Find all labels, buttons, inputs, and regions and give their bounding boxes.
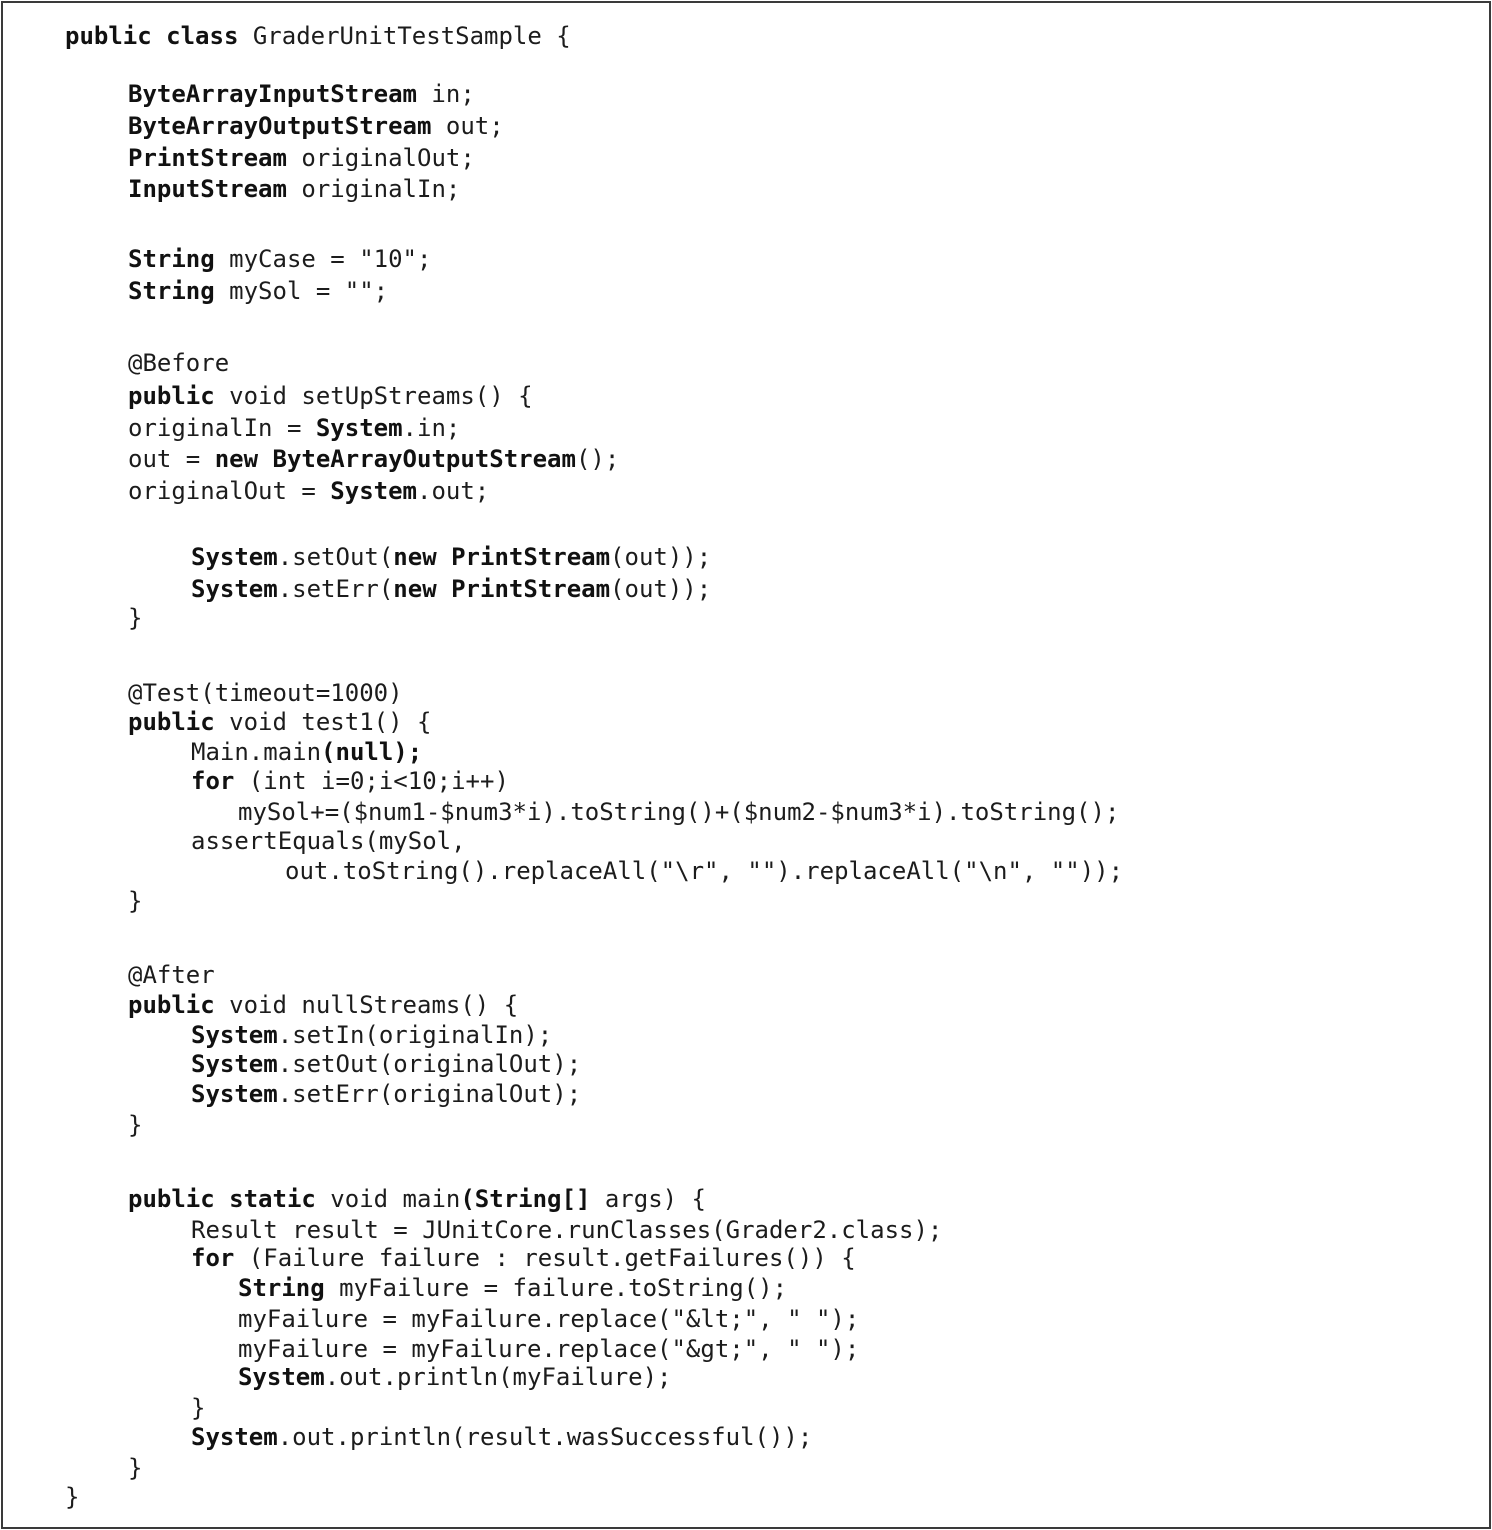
code-text: originalOut = (128, 477, 331, 505)
code-text: mySol = ""; (214, 277, 389, 305)
code-line (128, 476, 489, 506)
code-line (191, 1243, 856, 1273)
code-keyword: System (191, 1423, 278, 1451)
code-keyword: (String[] (460, 1185, 591, 1213)
code-line (128, 707, 431, 737)
code-keyword: public class (65, 22, 239, 50)
code-text: void setUpStreams() { (214, 382, 533, 410)
code-keyword: InputStream (128, 175, 287, 203)
code-keyword: ByteArrayInputStream (128, 80, 417, 108)
code-line (191, 766, 509, 796)
code-line (238, 1304, 859, 1334)
code-text: args) { (590, 1185, 706, 1213)
code-keyword: (null); (321, 738, 423, 766)
code-line (128, 143, 475, 173)
code-text: out = (128, 445, 215, 473)
code-keyword: System (191, 1080, 278, 1108)
code-line (128, 1453, 142, 1483)
code-line (191, 574, 711, 604)
code-line (191, 737, 422, 767)
code-line (238, 1273, 787, 1303)
code-keyword: for (191, 1244, 235, 1272)
code-keyword: public (128, 708, 215, 736)
code-keyword: public static (128, 1185, 316, 1213)
code-text: myCase = "10"; (214, 245, 432, 273)
code-text: @Before (128, 349, 230, 377)
code-text: originalIn; (286, 175, 461, 203)
code-keyword: PrintStream (128, 144, 287, 172)
code-line (191, 1049, 581, 1079)
code-text: myFailure = myFailure.replace("&gt;", " "); (238, 1335, 860, 1363)
code-text: in; (416, 80, 475, 108)
code-line (128, 244, 431, 274)
code-text: } (128, 887, 143, 915)
code-text: .out; (417, 477, 490, 505)
code-line (191, 1020, 552, 1050)
code-text: .setOut( (277, 543, 394, 571)
code-keyword: System (191, 1050, 278, 1078)
code-text: originalOut; (286, 144, 475, 172)
code-text: (); (575, 445, 620, 473)
code-line (65, 21, 571, 51)
code-text: GraderUnitTestSample { (238, 22, 571, 50)
code-text: myFailure = failure.toString(); (324, 1274, 788, 1302)
code-keyword: System (191, 543, 278, 571)
code-keyword: public (128, 382, 215, 410)
code-keyword: String (128, 277, 215, 305)
code-line (285, 856, 1123, 886)
code-keyword: String (128, 245, 215, 273)
code-text: Main.main (191, 738, 322, 766)
code-line (191, 542, 711, 572)
code-text: .out.println(myFailure); (324, 1363, 672, 1391)
code-text: (out)); (610, 543, 712, 571)
code-text: .setOut(originalOut); (277, 1050, 582, 1078)
code-line (238, 797, 1119, 827)
code-line (128, 111, 504, 141)
code-line (191, 1422, 812, 1452)
code-line (191, 1393, 205, 1423)
code-text: void main (315, 1185, 461, 1213)
code-line (128, 603, 142, 633)
code-line (238, 1334, 859, 1364)
code-text: originalIn = (128, 414, 316, 442)
code-keyword: new PrintStream (393, 575, 611, 603)
code-line (191, 1215, 942, 1245)
code-keyword: public (128, 991, 215, 1019)
code-text: .setErr( (277, 575, 394, 603)
code-line (128, 413, 460, 443)
code-line (128, 174, 460, 204)
code-line (128, 886, 142, 916)
code-line (128, 276, 388, 306)
code-line (191, 826, 466, 856)
code-keyword: for (191, 767, 235, 795)
code-line (128, 1110, 142, 1140)
code-text: .out.println(result.wasSuccessful()); (277, 1423, 813, 1451)
code-line (128, 444, 619, 474)
code-line (238, 1362, 671, 1392)
code-text: .setIn(originalIn); (277, 1021, 553, 1049)
code-text: @After (128, 961, 215, 989)
code-text: .in; (402, 414, 461, 442)
code-text: } (191, 1394, 206, 1422)
code-text: out.toString().replaceAll("\r", "").replaceAll("\n", "")); (285, 857, 1124, 885)
code-text: @Test(timeout=1000) (128, 679, 403, 707)
code-keyword: System (191, 1021, 278, 1049)
code-line (128, 381, 533, 411)
code-keyword: ByteArrayOutputStream (128, 112, 432, 140)
code-keyword: new ByteArrayOutputStream (214, 445, 576, 473)
code-text: void test1() { (214, 708, 432, 736)
code-text: .setErr(originalOut); (277, 1080, 582, 1108)
code-text: void nullStreams() { (214, 991, 519, 1019)
code-text: } (128, 1454, 143, 1482)
code-listing-frame (1, 1, 1491, 1529)
code-text: } (128, 1111, 143, 1139)
code-line (191, 1079, 581, 1109)
code-text: (Failure failure : result.getFailures()) { (234, 1244, 856, 1272)
code-keyword: new PrintStream (393, 543, 611, 571)
code-line (65, 1482, 79, 1512)
code-text: assertEquals(mySol, (191, 827, 466, 855)
code-keyword: System (330, 477, 417, 505)
code-text: out; (431, 112, 504, 140)
code-line (128, 79, 475, 109)
code-line (128, 348, 229, 378)
code-text: } (128, 604, 143, 632)
code-text: myFailure = myFailure.replace("&lt;", " "); (238, 1305, 860, 1333)
code-keyword: System (191, 575, 278, 603)
code-keyword: String (238, 1274, 325, 1302)
code-text: } (65, 1483, 80, 1511)
code-text: (out)); (610, 575, 712, 603)
code-keyword: System (238, 1363, 325, 1391)
code-line (128, 960, 215, 990)
code-line (128, 1184, 706, 1214)
code-line (128, 678, 403, 708)
code-text: mySol+=($num1-$num3*i).toString()+($num2-$num3*i).toString(); (238, 798, 1120, 826)
code-text: (int i=0;i<10;i++) (234, 767, 509, 795)
code-text: Result result = JUnitCore.runClasses(Grader2.class); (191, 1216, 943, 1244)
code-keyword: System (315, 414, 403, 442)
code-line (128, 990, 518, 1020)
